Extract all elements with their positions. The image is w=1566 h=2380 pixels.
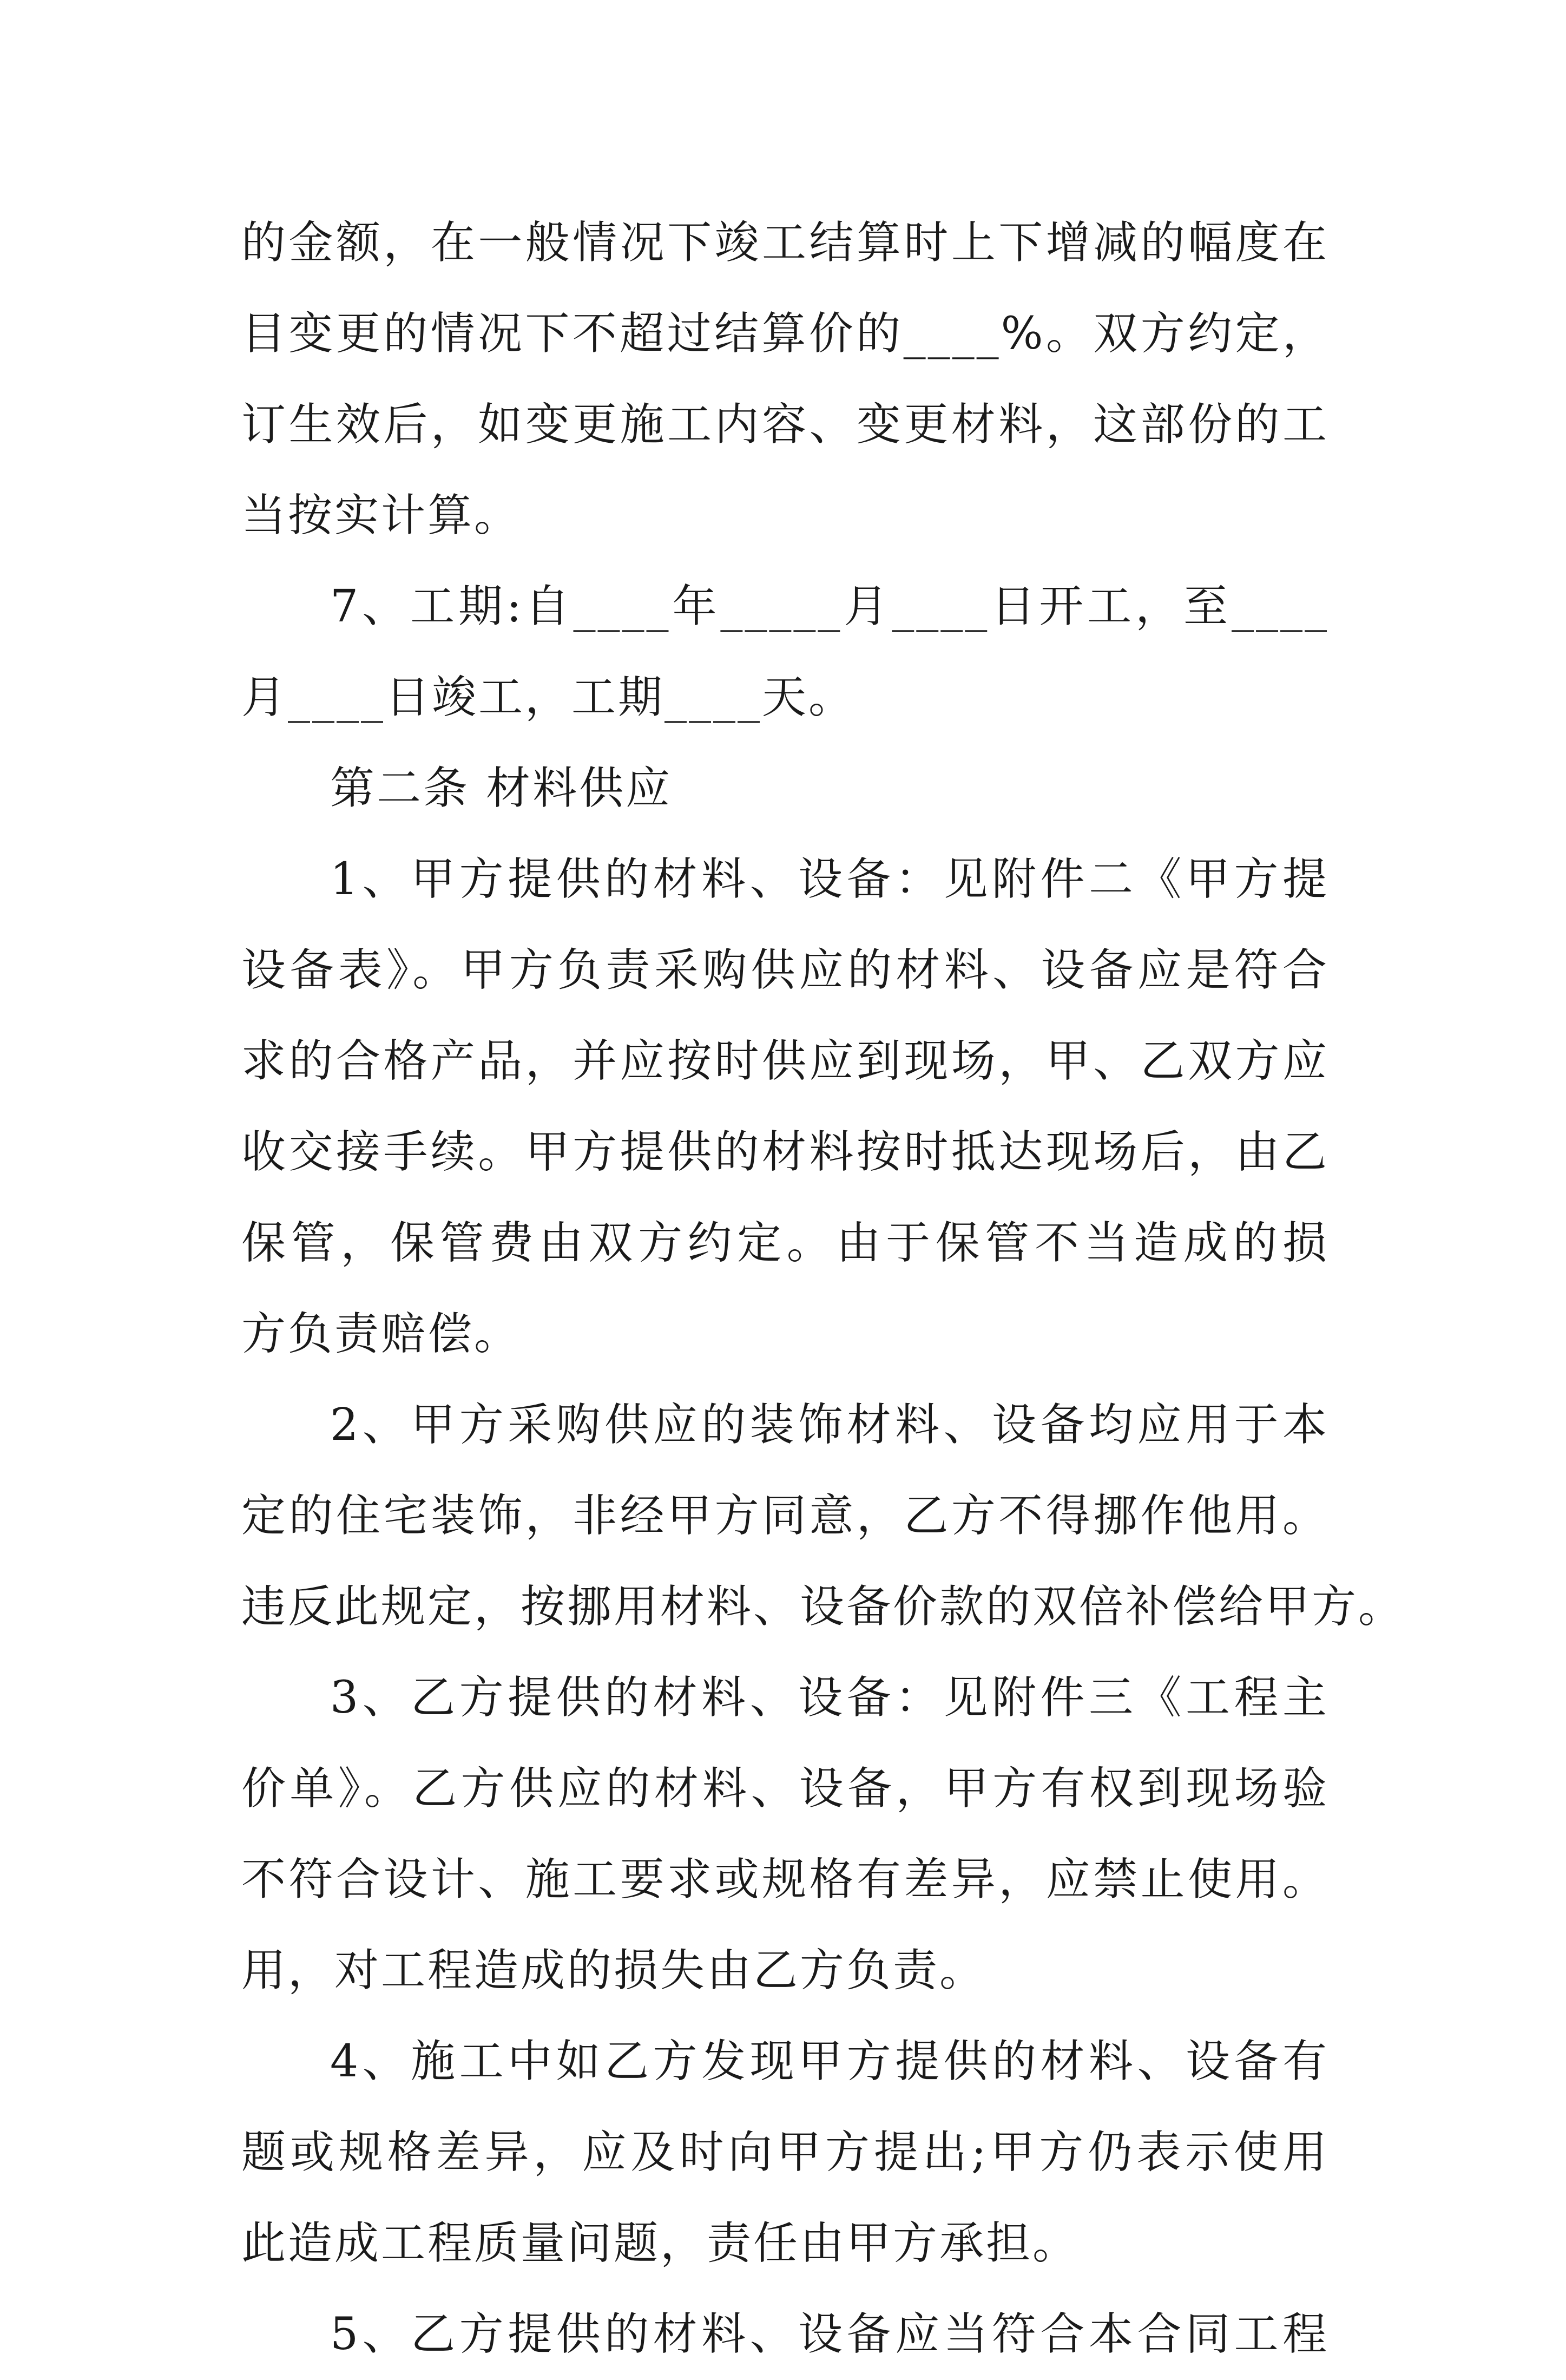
text-line: 求的合格产品，并应按时供应到现场，甲、乙双方应	[241, 1035, 1329, 1087]
text-line: 此造成工程质量问题，责任由甲方承担。	[241, 2218, 1080, 2269]
text-line: 2、甲方采购供应的装饰材料、设备均应用于本	[330, 1399, 1329, 1451]
text-line: 设备表》。甲方负责采购供应的材料、设备应是符合	[241, 945, 1329, 996]
text-line: 7、工期:自____年_____月____日开工，至____	[330, 581, 1329, 632]
text-line: 目变更的情况下不超过结算价的____%。双方约定，	[241, 308, 1329, 359]
text-line: 用，对工程造成的损失由乙方负责。	[241, 1945, 986, 1996]
text-line: 题或规格差异，应及时向甲方提出;甲方仍表示使用	[241, 2127, 1329, 2178]
text-line: 4、施工中如乙方发现甲方提供的材料、设备有	[330, 2036, 1329, 2087]
text-line: 方负责赔偿。	[241, 1308, 521, 1360]
text-line: 不符合设计、施工要求或规格有差异，应禁止使用。	[241, 1854, 1329, 1905]
text-line: 5、乙方提供的材料、设备应当符合本合同工程	[330, 2309, 1329, 2360]
text-line: 保管，保管费由双方约定。由于保管不当造成的损	[241, 1217, 1329, 1269]
text-line: 3、乙方提供的材料、设备：见附件三《工程主	[330, 1672, 1329, 1723]
text-line: 收交接手续。甲方提供的材料按时抵达现场后，由乙	[241, 1126, 1329, 1178]
text-line: 月____日竣工，工期____天。	[241, 672, 856, 723]
document-body	[241, 198, 1405, 2380]
section-heading: 第二条 材料供应	[330, 763, 673, 814]
text-line: 价单》。乙方供应的材料、设备，甲方有权到现场验	[241, 1763, 1329, 1814]
text-line: 订生效后，如变更施工内容、变更材料，这部份的工	[241, 399, 1329, 450]
text-line: 违反此规定，按挪用材料、设备价款的双倍补偿给甲方。	[241, 1581, 1405, 1632]
text-line: 当按实计算。	[241, 490, 521, 541]
text-line: 1、甲方提供的材料、设备：见附件二《甲方提	[330, 854, 1329, 905]
text-line: 的金额，在一般情况下竣工结算时上下增减的幅度在	[241, 217, 1329, 268]
text-line: 定的住宅装饰，非经甲方同意，乙方不得挪作他用。	[241, 1490, 1329, 1542]
